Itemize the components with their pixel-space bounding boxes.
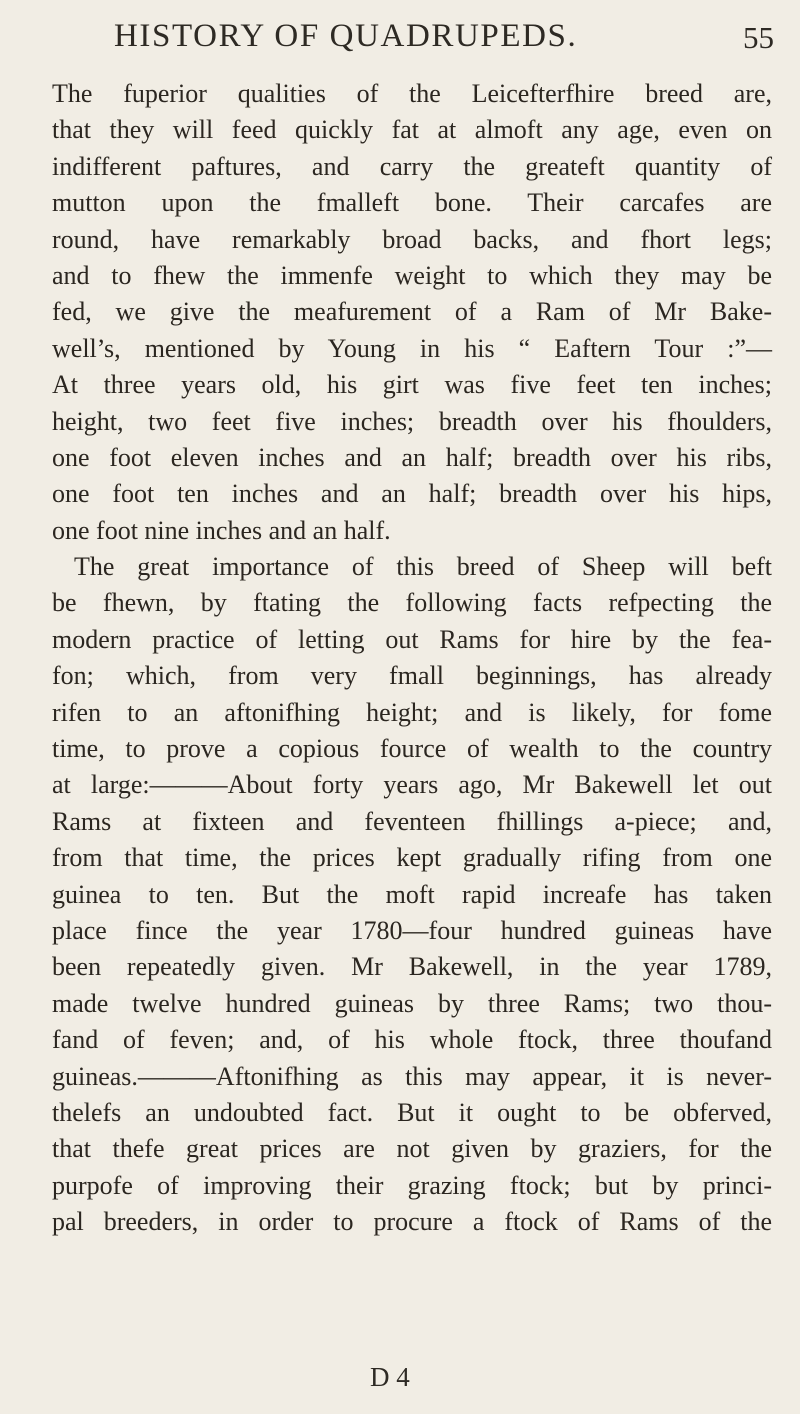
text-line: been repeatedly given. Mr Bakewell, in the year 1789, — [52, 952, 772, 982]
running-title: HISTORY OF QUADRUPEDS. — [114, 18, 578, 54]
text-line: pal breeders, in order to procure a ftock of Rams of the — [52, 1207, 772, 1237]
text-line: one foot ten inches and an half; breadth over his hips, — [52, 479, 772, 509]
text-line: that thefe great prices are not given by graziers, for the — [52, 1134, 772, 1164]
body-text — [52, 76, 772, 1241]
text-line: mutton upon the fmalleft bone. Their carcafes are — [52, 188, 772, 218]
text-line: at large:———About forty years ago, Mr Bakewell let out — [52, 770, 772, 800]
text-line: fon; which, from very fmall beginnings, has already — [52, 661, 772, 691]
text-line: from that time, the prices kept gradually rifing from one — [52, 843, 772, 873]
text-line: modern practice of letting out Rams for hire by the fea- — [52, 624, 772, 654]
page-number: 55 — [743, 20, 774, 55]
text-line: purpofe of improving their grazing ftock; but by princi- — [52, 1170, 772, 1200]
signature-mark: D 4 — [370, 1362, 410, 1392]
text-line: time, to prove a copious fource of wealth to the country — [52, 734, 772, 764]
text-line: height, two feet five inches; breadth over his fhoulders, — [52, 406, 772, 436]
running-head — [0, 8, 800, 64]
text-line: The great importance of this breed of Sheep will beft — [74, 552, 772, 582]
text-line: thelefs an undoubted fact. But it ought to be obferved, — [52, 1097, 772, 1127]
text-line: At three years old, his girt was five feet ten inches; — [52, 370, 772, 400]
text-line: rifen to an aftonifhing height; and is likely, for fome — [52, 697, 772, 727]
text-line: that they will feed quickly fat at almoft any age, even on — [52, 115, 772, 145]
text-line: well’s, mentioned by Young in his “ Eaftern Tour :”— — [52, 333, 772, 363]
text-line: fand of feven; and, of his whole ftock, three thoufand — [52, 1025, 772, 1055]
text-line: made twelve hundred guineas by three Rams; two thou- — [52, 988, 772, 1018]
text-line: one foot nine inches and an half. — [52, 515, 391, 545]
text-line: Rams at fixteen and feventeen fhillings a-piece; and, — [52, 806, 772, 836]
text-line: be fhewn, by ftating the following facts refpecting the — [52, 588, 772, 618]
text-line: The fuperior qualities of the Leicefterfhire breed are, — [52, 79, 772, 108]
text-line: place fince the year 1780—four hundred guineas have — [52, 915, 772, 945]
text-line: guinea to ten. But the moft rapid increafe has taken — [52, 879, 772, 909]
text-line: and to fhew the immenfe weight to which they may be — [52, 260, 772, 290]
text-line: guineas.———Aftonifhing as this may appear, it is never- — [52, 1061, 772, 1091]
text-line: indifferent paftures, and carry the greateft quantity of — [52, 151, 772, 181]
text-line: round, have remarkably broad backs, and fhort legs; — [52, 224, 772, 254]
text-line: one foot eleven inches and an half; breadth over his ribs, — [52, 442, 772, 472]
text-line: fed, we give the meafurement of a Ram of Mr Bake- — [52, 297, 772, 327]
